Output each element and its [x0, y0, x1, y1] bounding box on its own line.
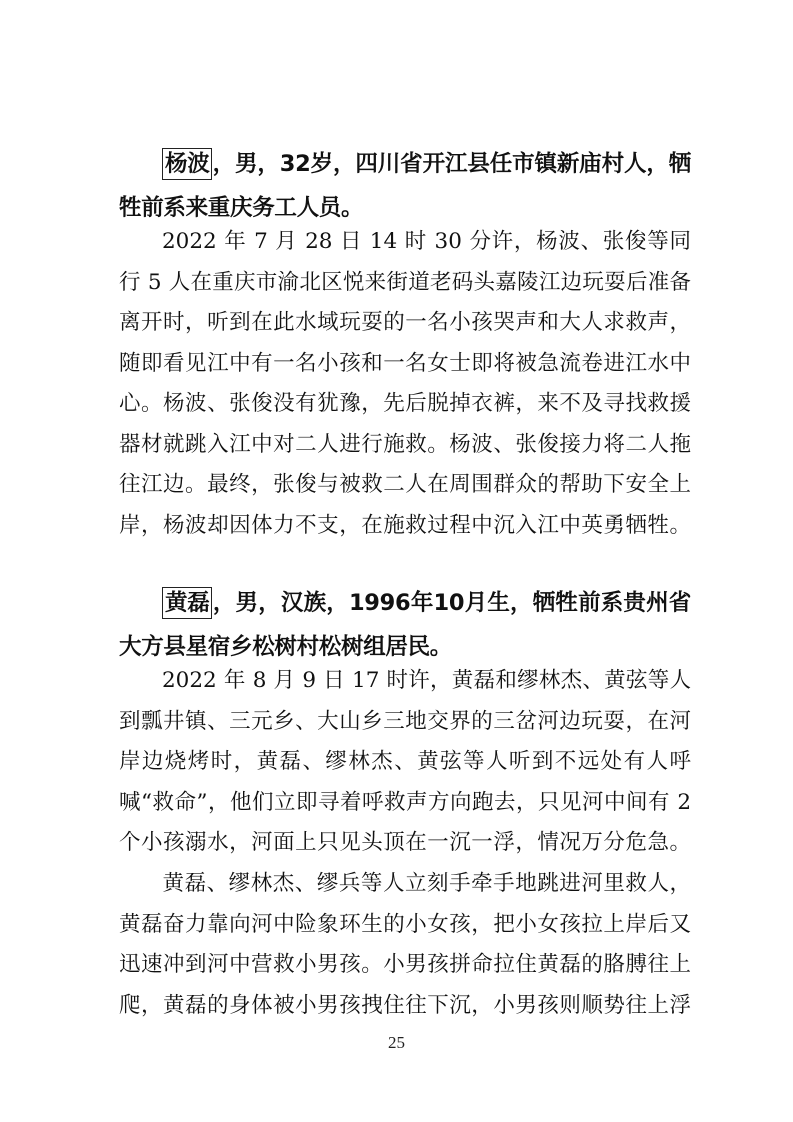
heading-intro-yangbo: ，男，32岁，四川省开江县任市镇新庙村人，牺牲前系来重庆务工人员。: [119, 151, 691, 221]
section-heading-yangbo: [119, 142, 691, 230]
paragraph-yangbo-1: 2022 年 7 月 28 日 14 时 30 分许，杨波、张俊等同行 5 人在重庆市渝北区悦来街道老码头嘉陵江边玩耍后准备离开时，听到在此水域玩耍的一名小孩哭声和大人求救声，随即看见江中有一名小孩和一名女士即将被急流卷进江水中心。杨波、张俊没有犹豫，先后脱掉衣裤，来不及寻找救援器材就跳入江中对二人进行施救。杨波、张俊接力将二人拖往江边。最终，张俊与被救二人在周围群众的帮助下安全上岸，杨波却因体力不支，在施救过程中沉入江中英勇牺牲。: [119, 229, 691, 538]
name-box-yangbo: 杨波: [162, 148, 212, 180]
section-heading-huanglei: [119, 581, 691, 669]
page-number: 25: [388, 1033, 405, 1052]
heading-intro-huanglei: ，男，汉族，1996年10月生，牺牲前系贵州省大方县星宿乡松树村松树组居民。: [119, 590, 691, 660]
paragraph-huanglei-1: 2022 年 8 月 9 日 17 时许，黄磊和缪林杰、黄弦等人到瓢井镇、三元乡、大山乡三地交界的三岔河边玩耍，在河岸边烧烤时，黄磊、缪林杰、黄弦等人听到不远处有人呼喊“救命”，他们立即寻着呼救声方向跑去，只见河中间有 2 个小孩溺水，河面上只见头顶在一沉一浮，情况万分危急。: [119, 668, 691, 855]
paragraph-huanglei-2: 黄磊、缪林杰、缪兵等人立刻手牵手地跳进河里救人，黄磊奋力靠向河中险象环生的小女孩，把小女孩拉上岸后又迅速冲到河中营救小男孩。小男孩拼命拉住黄磊的胳膊往上爬，黄磊的身体被小男孩拽住往下沉，小男孩则顺势往上浮: [119, 871, 691, 1018]
name-box-huanglei: 黄磊: [162, 587, 212, 619]
